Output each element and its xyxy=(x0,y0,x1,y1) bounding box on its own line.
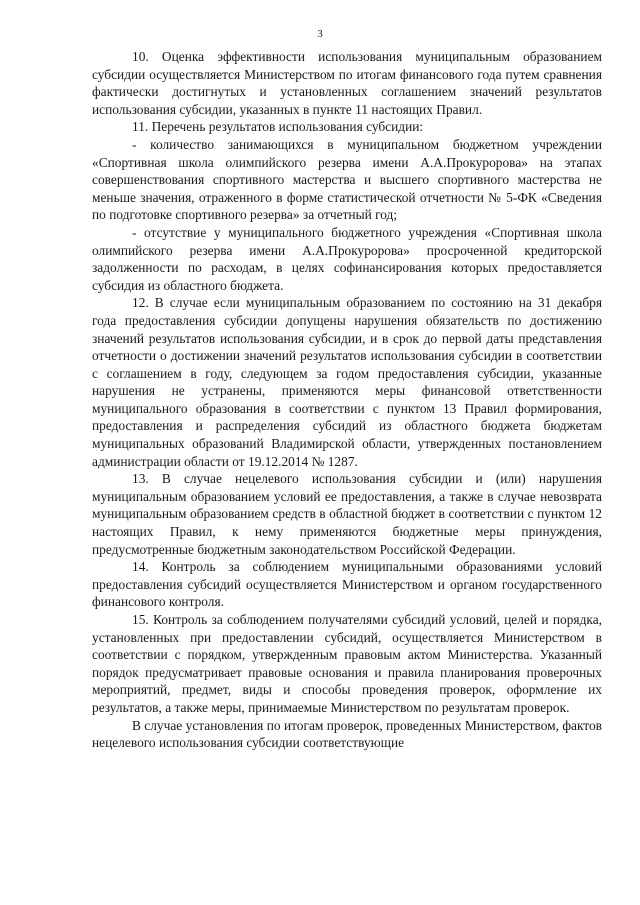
paragraph-15-continuation: В случае установления по итогам проверок, проведенных Министерством, фактов нецелевого использования субсидии соответствующие xyxy=(92,717,602,751)
paragraph-11-heading: 11. Перечень результатов использования субсидии: xyxy=(132,119,424,135)
paragraph-13: 13. В случае нецелевого использования субсидии и (или) нарушения муниципальным образованием условий ее предоставления, а также в случае невозврата муниципальным образованием средств в областной бюджет в соответствии с пунктом 12 настоящих Правил, к нему применяются бюджетные меры принуждения, предусмотренные бюджетным законодательством Российской Федерации. xyxy=(92,471,602,557)
document-body xyxy=(92,48,602,752)
paragraph-14: 14. Контроль за соблюдением муниципальными образованиями условий предоставления субсидий осуществляется Министерством и органом государственного финансового контроля. xyxy=(92,559,602,610)
paragraph-11-item-2: - отсутствие у муниципального бюджетного учреждения «Спортивная школа олимпийского резерва имени А.А.Прокуророва» просроченной кредиторской задолженности по расходам, в целях софинансирования которых предоставляется субсидия из областного бюджета. xyxy=(92,224,602,293)
paragraph-12: 12. В случае если муниципальным образованием по состоянию на 31 декабря года предоставления субсидии допущены нарушения обязательств по достижению значений результатов использования субсидии, и в срок до первой даты представления отчетности о достижении значений результатов использования субсидии в соответствии с соглашением в году, следующем за годом предоставления субсидии, указанные нарушения не устранены, применяются меры финансовой ответственности муниципального образования в соответствии с пунктом 13 Правил формирования, предоставления и распределения субсидий из областного бюджета бюджетам муниципальных образований Владимирской области, утвержденных постановлением администрации области от 19.12.2014 № 1287. xyxy=(92,295,602,469)
paragraph-15: 15. Контроль за соблюдением получателями субсидий условий, целей и порядка, установленных при предоставлении субсидий, осуществляется Министерством в соответствии с порядком, утвержденным правовым актом Министерства. Указанный порядок предусматривает правовые основания и правила планирования проверочных мероприятий, предмет, виды и способы проведения проверок, оформление их результатов, а также меры, принимаемые Министерством по результатам проверок. xyxy=(92,612,602,715)
page-number: 3 xyxy=(317,28,323,40)
paragraph-11-item-1: - количество занимающихся в муниципальном бюджетном учреждении «Спортивная школа олимпийского резерва имени А.А.Прокуророва» на этапах совершенствования спортивного мастерства и высшего спортивного мастерства не меньше значения, отраженного в форме статистической отчетности № 5-ФК «Сведения по подготовке спортивного резерва» за отчетный год; xyxy=(92,136,602,223)
paragraph-10: 10. Оценка эффективности использования муниципальным образованием субсидии осуществляется Министерством по итогам финансового года путем сравнения фактически достигнутых и установленных соглашением значений результатов использования субсидии, указанных в пункте 11 настоящих Правил. xyxy=(92,49,602,117)
